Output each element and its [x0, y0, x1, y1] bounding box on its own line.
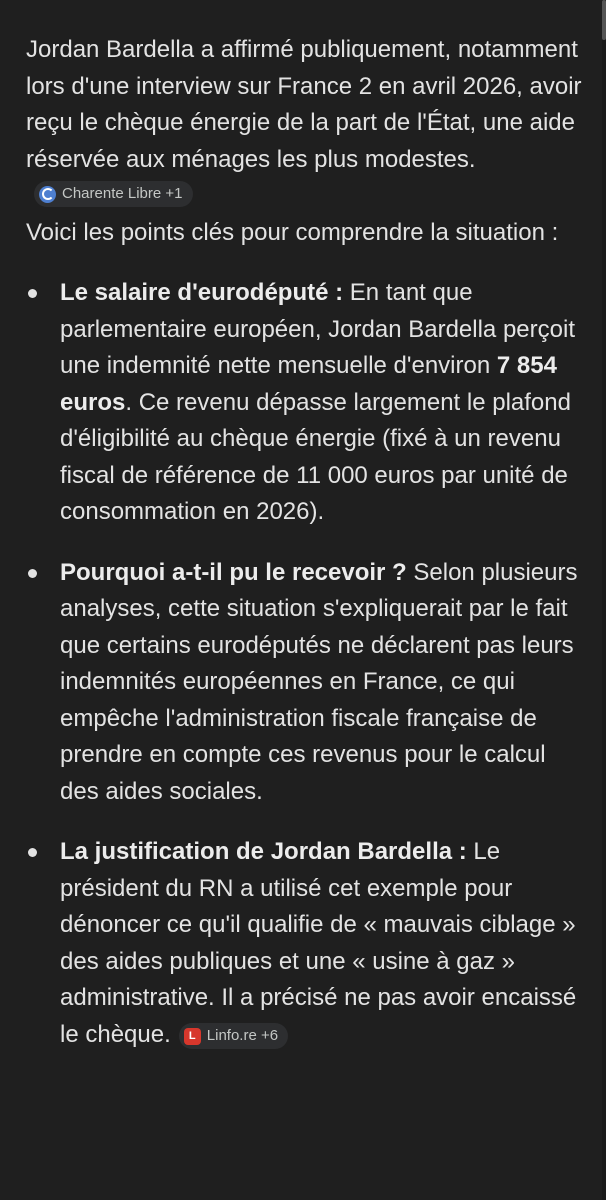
- list-item: [26, 834, 586, 1053]
- summary-intro: Voici les points clés pour comprendre la situation :: [26, 218, 559, 246]
- key-points-list: [26, 275, 586, 1053]
- point-text: Le président du RN a utilisé cet exemple pour dénoncer ce qu'il qualifie de « mauvais ciblage » des aides publiques et une « usine à gaz » administrative. Il a précisé ne pas avoir encaissé le chèque.: [60, 838, 577, 1048]
- bullet-icon: [28, 569, 37, 578]
- list-item: [26, 555, 586, 811]
- intro-text: Jordan Bardella a affirmé publiquement, notamment lors d'une interview sur France 2 en avril 2026, avoir reçu le chèque énergie de la part de l'État, une aide réservée aux ménages les plus modestes.: [26, 36, 582, 173]
- list-item: [26, 275, 586, 531]
- point-text: En tant que parlementaire européen, Jordan Bardella perçoit une indemnité nette mensuelle d'environ: [60, 279, 575, 379]
- point-title: La justification de Jordan Bardella :: [60, 838, 467, 865]
- source-chip-label: Linfo.re +6: [206, 1027, 279, 1044]
- point-title: Pourquoi a-t-il pu le recevoir ?: [60, 558, 407, 586]
- point-text: Selon plusieurs analyses, cette situation s'expliquerait par le fait que certains eurodéputés ne déclarent pas leurs indemnités européennes en France, ce qui empêche l'administration fiscale française de prendre en compte ces revenus pour le calcul des aides sociales.: [60, 558, 578, 805]
- scrollbar-track[interactable]: [602, 0, 606, 1200]
- scrollbar-thumb[interactable]: [602, 0, 606, 40]
- source-chip-charente-libre[interactable]: [34, 181, 193, 207]
- bullet-icon: [28, 848, 37, 857]
- linfo-icon: L: [184, 1028, 201, 1045]
- point-text-after: . Ce revenu dépasse largement le plafond d'éligibilité au chèque énergie (fixé à un revenu fiscal de référence de 11 000 euros par unité de consommation en 2026).: [60, 388, 571, 525]
- source-chip-linfo[interactable]: [179, 1023, 288, 1049]
- point-title: Le salaire d'eurodéputé :: [60, 279, 344, 306]
- source-chip-label: Charente Libre +1: [62, 185, 183, 202]
- response-content: [26, 32, 586, 1077]
- bullet-icon: [28, 289, 37, 298]
- charente-libre-icon: [39, 186, 56, 203]
- intro-paragraph: [26, 32, 586, 215]
- point-highlight: 7 854 euros: [60, 352, 557, 416]
